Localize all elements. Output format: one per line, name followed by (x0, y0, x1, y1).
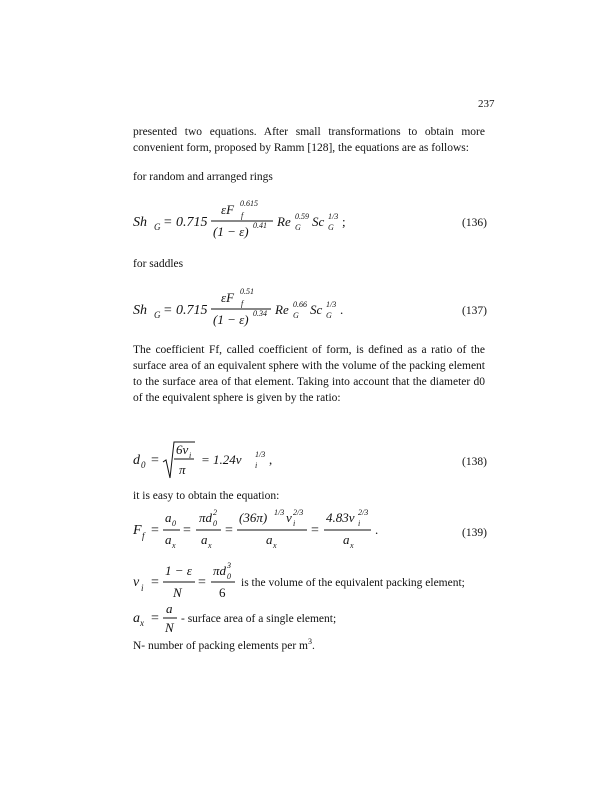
eq136-sc-sub: G (328, 223, 334, 232)
eq139-f2-num-sup: 2 (213, 508, 217, 517)
definition-N (133, 634, 315, 654)
def-vi-lhs: v (133, 575, 140, 590)
eq136-den: (1 − ε) (213, 224, 249, 239)
eq137-den-sup: 0.34 (253, 309, 267, 318)
eq139-f3-num-v: v (286, 510, 292, 525)
eq138-rhs: = 1.24v (201, 452, 242, 467)
eq136-num-sub: f (241, 211, 244, 220)
def-N-text: N- number of packing elements per m (133, 639, 308, 652)
eq139-f1-den-sub: x (172, 541, 176, 550)
eq136-den-sup: 0.41 (253, 221, 267, 230)
eq139-equals-1: = (151, 523, 159, 538)
def-vi-lhs-sub: i (141, 583, 144, 593)
eq137-num: εF (221, 290, 235, 305)
def-vi-text: is the volume of the equivalent packing element; (241, 577, 465, 589)
coefficient-paragraph-text: The coefficient Ff, called coefficient of form, is defined as a ratio of the surface area of an equivalent sphere with the volume of the packing element to the surface area of that element. Taking into account that the diameter d0 of the equivalent sphere is given by the ratio: (133, 344, 485, 404)
eq137-sc-sub: G (326, 311, 332, 320)
eq139-lhs: F (133, 523, 142, 538)
eq138-lhs-sub: 0 (141, 460, 146, 470)
eq139-f4-num-sub: i (358, 519, 361, 528)
equation-136 (133, 198, 433, 251)
equation-137 (133, 285, 433, 338)
eq139-tail: . (375, 522, 379, 537)
definition-vi (133, 561, 493, 609)
eq136-lhs-sub: G (154, 222, 161, 232)
eq139-equals-2: = (183, 523, 191, 538)
def-ax-lhs: a (133, 611, 140, 626)
eq137-sc-sup: 1/3 (326, 300, 337, 309)
eq136-re: Re (277, 214, 291, 229)
eq139-lhs-sub: f (142, 531, 145, 541)
eq137-lhs-sub: G (154, 310, 161, 320)
eq136-coef: = 0.715 (163, 215, 208, 230)
eq138-rhs-sub: i (255, 461, 258, 470)
eq136-lhs: Sh (133, 215, 147, 230)
eq136-num-sup: 0.615 (240, 199, 258, 208)
eq138-num-sub: i (189, 451, 192, 460)
label-saddles: for saddles (133, 258, 184, 270)
eq137-re-sub: G (293, 311, 299, 320)
coefficient-paragraph (133, 342, 485, 406)
eq136-re-sub: G (295, 223, 301, 232)
equation-number-137: (137) (462, 305, 487, 317)
page-number: 237 (478, 98, 495, 110)
eq136-sc: Sc (312, 214, 325, 229)
def-ax-lhs-sub: x (140, 618, 144, 628)
eq137-re: Re (275, 302, 289, 317)
equation-138 (133, 438, 373, 487)
def-vi-num1: 1 − ε (165, 563, 192, 578)
def-ax-num: a (166, 601, 173, 616)
eq138-den: π (179, 462, 186, 477)
eq137-num-sup: 0.51 (240, 287, 254, 296)
eq139-f2-num-sub: 0 (213, 519, 217, 528)
def-vi-num2-sup: 3 (227, 561, 231, 570)
eq139-equals-3: = (225, 523, 233, 538)
eq138-eq: = (151, 453, 159, 468)
eq139-f1-den: a (165, 532, 172, 547)
eq137-coef: = 0.715 (163, 303, 208, 318)
eq139-f3-num-v-sup: 2/3 (293, 508, 304, 517)
def-vi-num2-sub: 0 (227, 572, 231, 581)
def-vi-num2: πd (213, 563, 227, 578)
eq137-lhs: Sh (133, 303, 147, 318)
intro-paragraph: presented two equations. After small transformations to obtain more convenient form, proposed by Ramm [128], the equations are as follows: (133, 126, 485, 154)
eq136-num: εF (221, 202, 235, 217)
eq139-f4-num-sup: 2/3 (358, 508, 369, 517)
eq137-sc: Sc (310, 302, 323, 317)
def-vi-den1: N (173, 585, 182, 600)
eq139-f2-num: πd (199, 510, 213, 525)
eq137-num-sub: f (241, 299, 244, 308)
eq136-sc-sup: 1/3 (328, 212, 339, 221)
eq138-lhs: d (133, 453, 140, 468)
eq139-f1-num: a (165, 510, 172, 525)
def-ax-equals: = (151, 611, 159, 626)
equation-139 (133, 508, 433, 561)
equation-number-136: (136) (462, 217, 487, 229)
label-easy: it is easy to obtain the equation: (133, 490, 280, 502)
def-N-end: . (312, 639, 315, 652)
eq138-tail: , (269, 452, 273, 467)
eq139-f3-num-sup: 1/3 (274, 508, 285, 517)
eq139-f4-num: 4.83v (326, 510, 355, 525)
eq139-f4-den: a (343, 532, 350, 547)
eq139-f3-num-v-sub: i (293, 519, 296, 528)
eq138-num: 6v (176, 442, 189, 457)
eq139-equals-4: = (311, 523, 319, 538)
eq136-re-sup: 0.59 (295, 212, 309, 221)
eq139-f2-den: a (201, 532, 208, 547)
eq137-den: (1 − ε) (213, 312, 249, 327)
eq139-f4-den-sub: x (350, 541, 354, 550)
eq137-re-sup: 0.66 (293, 300, 307, 309)
def-vi-equals-2: = (198, 575, 206, 590)
def-vi-den2: 6 (219, 585, 226, 600)
eq139-f3-den-sub: x (273, 541, 277, 550)
eq139-f1-num-sub: 0 (172, 519, 176, 528)
label-rings: for random and arranged rings (133, 171, 273, 183)
eq137-tail: . (340, 302, 344, 317)
def-vi-equals-1: = (151, 575, 159, 590)
eq139-f2-den-sub: x (208, 541, 212, 550)
eq136-tail: ; (342, 214, 346, 229)
eq139-f3-den: a (266, 532, 273, 547)
equation-number-139: (139) (462, 527, 487, 539)
def-ax-den: N (165, 620, 174, 635)
eq138-rhs-sup: 1/3 (255, 450, 266, 459)
def-N-sup: 3 (308, 637, 312, 646)
def-ax-text: - surface area of a single element; (181, 613, 337, 625)
eq139-f3-num: (36π) (239, 510, 268, 525)
equation-number-138: (138) (462, 456, 487, 468)
